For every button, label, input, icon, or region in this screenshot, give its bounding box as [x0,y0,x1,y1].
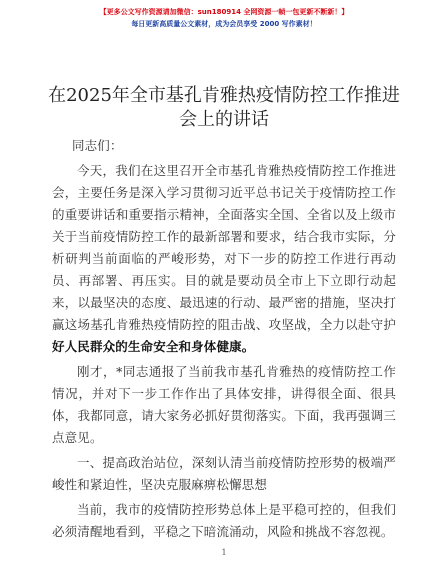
salutation: 同志们： [72,138,123,153]
document-title: 在2025年全市基孔肯雅热疫情防控工作推进会上的讲话 [48,85,400,130]
section-heading-1: 一、提高政治站位，深刻认清当前疫情防控形势的极端严峻性和紧迫性，坚决克服麻痹松懈思想 [52,455,396,492]
promo-banner-line2: 每日更新高质量公文素材，成为会员享受 2000 写作素材！ [131,20,317,28]
page-number: 1 [221,548,227,557]
paragraph-1 [52,160,396,358]
paragraph-2: 刚才，*同志通报了当前我市基孔肯雅热的疫情防控工作情况，并对下一步工作作出了具体安排，讲得很全面、很具体，我都同意，请大家务必抓好贯彻落实。下面，我再强调三点意见。 [52,364,396,445]
promo-banner-line1: 【更多公文写作资源请加微信：sun180914 全网资源一帧一包更新不断新！】 [99,8,349,16]
paragraph-4: 当前，我市的疫情防控形势总体上是平稳可控的，但我们必须清醒地看到，平稳之下暗流涌动，风险和挑战不容忽视。 [52,502,396,539]
paragraph-1-text: 今天，我们在这里召开全市基孔肯雅热疫情防控工作推进会，主要任务是深入学习贯彻习近平总书记关于疫情防控工作的重要讲话和重要指示精神，全面落实全国、全省以及上级市关于当前疫情防控工作的最新部署和要求，结合我市实际，分析研判当前面临的严峻形势，对下一步的防控工作进行再动员、再部署、再压实。目的就是要动员全市上下立即行动起来，以最坚决的态度、最迅速的行动、最严密的措施，坚决打赢这场基孔肯雅热疫情防控的阻击战、攻坚战，全力以赴守护 [52,163,396,332]
document-body [52,135,396,543]
promo-banner [0,6,448,30]
paragraph-1-bold: 好人民群众的生命安全和身体健康。 [52,339,255,354]
